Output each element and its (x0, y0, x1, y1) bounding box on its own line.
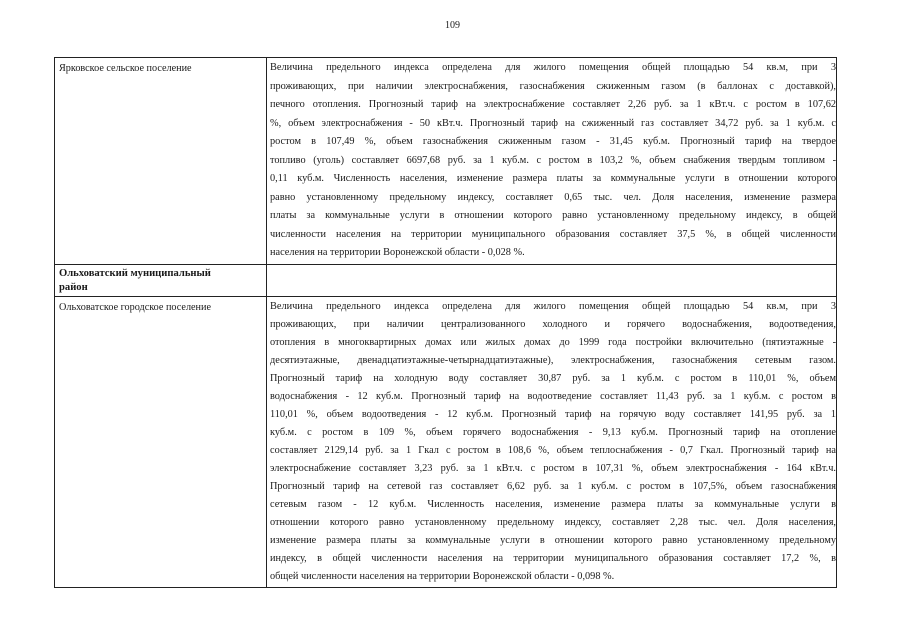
description-line: десятиэтажные, двенадцатиэтажные-четырнадцатиэтажные), электроснабжения, газоснабжения сетевым газом. (270, 354, 836, 366)
description-line: общей численности населения на территории Воронежской области - 0,098 %. (270, 570, 615, 582)
district-heading (55, 264, 267, 296)
description-line: электроснабжение составляет 3,23 руб. за 1 кВт.ч. с ростом в 107,31 %, объем электроснабжения - 164 кВт.ч. (270, 462, 836, 474)
description-line: составляет 2129,14 руб. за 1 Гкал с ростом в 108,6 %, объем теплоснабжения - 0,7 Гкал. Прогнозный тариф на (270, 444, 836, 456)
empty-cell (267, 264, 837, 296)
description-line: 0,11 куб.м. Численность населения, изменение размера платы за коммунальные услуги в отношении которого (270, 173, 836, 184)
description-line: печного отопления. Прогнозный тариф на электроснабжение составляет 2,26 руб. за 1 кВт.ч. с ростом в 107,62 (270, 99, 836, 110)
table-row (55, 264, 837, 296)
table-row (55, 58, 837, 265)
description-line: Прогнозный тариф на сетевой газ составляет 6,62 руб. за 1 куб.м. с ростом в 107,5%, объем газоснабжения (270, 480, 836, 492)
description-line: платы за коммунальные услуги в отношении которого равно установленному предельному индексу, в общей (270, 210, 836, 221)
page-number: 109 (445, 20, 460, 31)
settlement-description (267, 58, 837, 265)
district-heading-line: Ольховатский муниципальный (59, 267, 211, 279)
description-line: проживающих, при наличии электроснабжения, газоснабжения сжиженным газом (в баллонах с доставкой), (270, 80, 836, 92)
description-line: 110,01 %, объем водоотведения - 12 куб.м. Прогнозный тариф на горячую воду составляет 141,95 руб. за 1 (270, 408, 836, 420)
table-row (55, 296, 837, 587)
district-heading-line: район (59, 281, 88, 293)
description-line: ростом в 107,49 %, объем газоснабжения сжиженным газом - 31,45 куб.м. Прогнозный тариф на твердое (270, 136, 836, 147)
settlement-description (267, 296, 837, 587)
settlement-name: Ярковское сельское поселение (55, 58, 267, 265)
description-line: Величина предельного индекса определена для жилого помещения общей площадью 54 кв.м, при 3 (270, 62, 836, 73)
description-line: индексу, в общей численности населения на территории муниципального образования составляет 17,2 %, в (270, 552, 836, 564)
settlements-table (54, 57, 837, 588)
description-line: %, объем электроснабжения - 50 кВт.ч. Прогнозный тариф на сжиженный газ составляет 34,72 руб. за 1 куб.м. с (270, 117, 836, 129)
description-line: численности населения на территории муниципального образования составляет 37,5 %, в общей численности (270, 228, 836, 240)
description-line: отопления в многоквартирных домах или жилых домах до 1999 года постройки включительно (пятиэтажные - (270, 336, 836, 348)
description-line: сетевым газом - 12 куб.м. Численность населения, изменение размера платы за коммунальные услуги в (270, 498, 836, 510)
description-line: куб.м. с ростом в 109 %, объем горячего водоснабжения - 9,13 куб.м. Прогнозный тариф на отопление (270, 426, 836, 438)
description-line: Прогнозный тариф на холодную воду составляет 30,87 руб. за 1 куб.м. с ростом в 110,01 %, объем (270, 372, 836, 384)
description-line: Величина предельного индекса определена для жилого помещения общей площадью 54 кв.м, при 3 (270, 300, 836, 312)
description-line: равно установленному предельному индексу, составляет 0,65 тыс. чел. Доля населения, изменение размера (270, 191, 836, 203)
description-line: изменение размера платы за коммунальные услуги в отношении которого равно установленному предельному (270, 534, 836, 546)
description-line: проживающих, при наличии централизованного холодного и горячего водоснабжения, водоотведения, (270, 318, 836, 330)
description-line: топливо (уголь) составляет 6697,68 руб. за 1 куб.м. с ростом в 103,2 %, объем снабжения твердым топливом - (270, 154, 836, 166)
description-line: водоснабжения - 12 куб.м. Прогнозный тариф на водоотведение составляет 11,43 руб. за 1 куб.м. с ростом в (270, 390, 836, 402)
description-line: населения на территории Воронежской области - 0,028 %. (270, 247, 525, 258)
description-line: отношении которого равно установленному предельному индексу, составляет 2,28 тыс. чел. Доля населения, (270, 516, 836, 528)
settlement-name: Ольховатское городское поселение (55, 296, 267, 587)
